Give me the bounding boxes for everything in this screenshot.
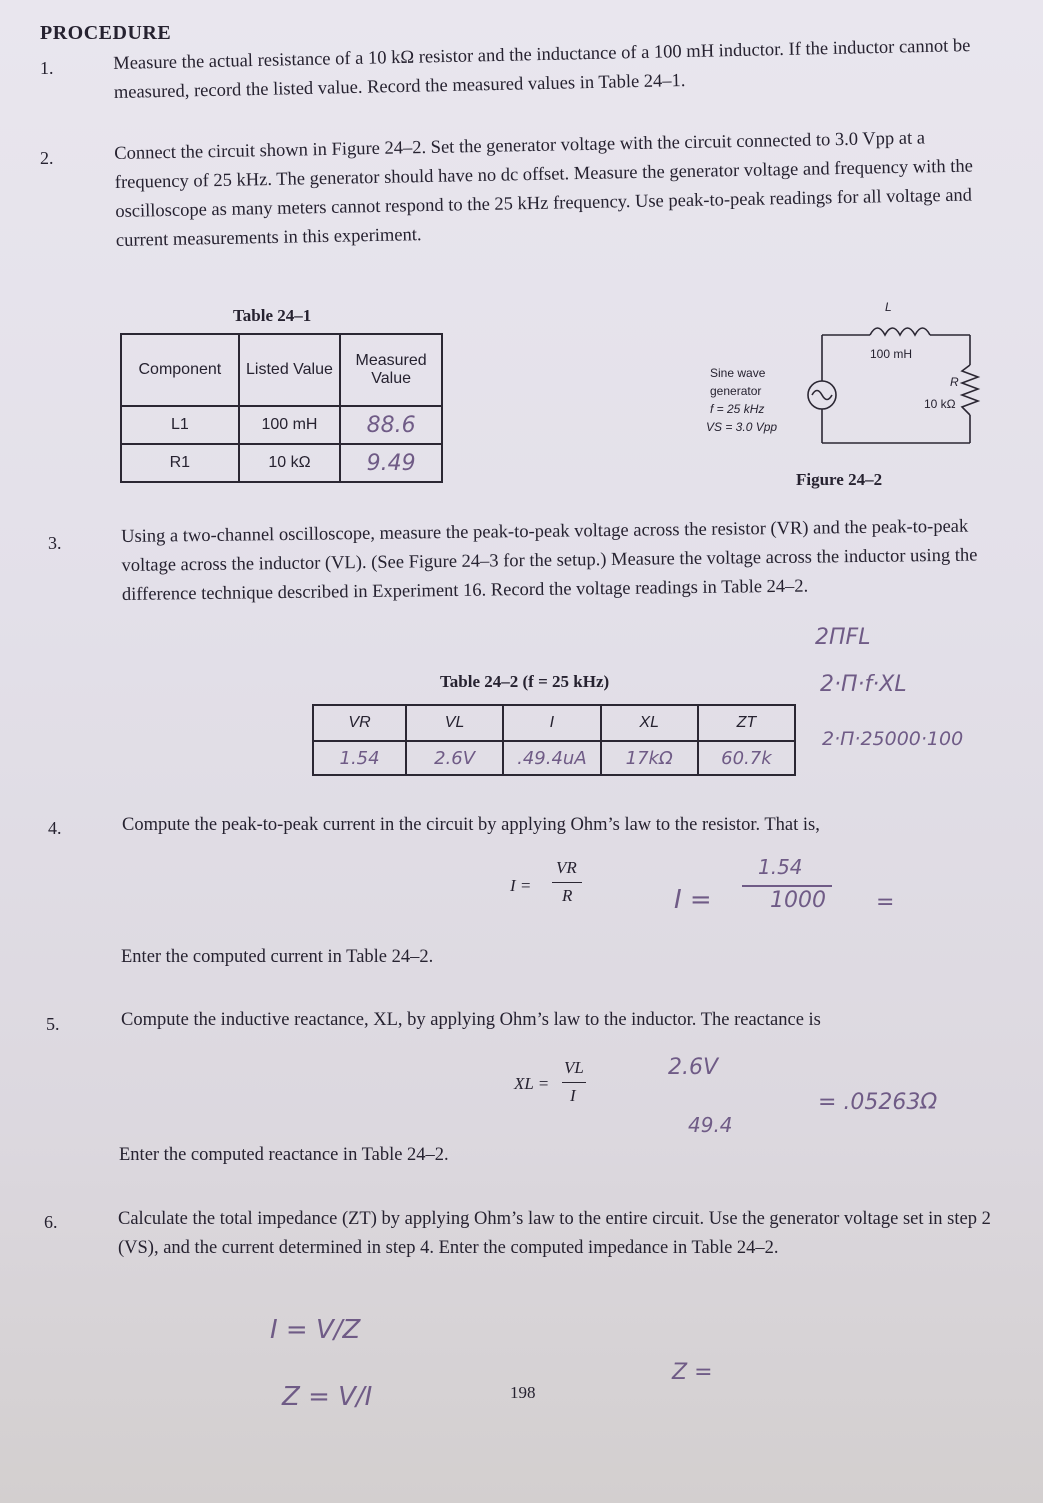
generator-label-2: generator	[710, 384, 762, 398]
handwritten-note: 2·Π·25000·100	[822, 728, 964, 750]
step-6-text: Calculate the total impedance (ZT) by applying Ohm’s law to the entire circuit. Use the generator voltage set in step 2 (VS), and the current determined in step 4. Enter the computed impedance in Table 24–2.	[118, 1209, 991, 1258]
table-1-cell: 10 kΩ	[239, 444, 341, 482]
step-3-text: Using a two-channel oscilloscope, measure the peak-to-peak voltage across the resistor (VR) and the peak-to-peak voltage across the inductor (VL). (See Figure 24–3 for the setup.) Measure the voltage across the inductor using the difference technique described in Experiment 16. Record the voltage readings in Table 24–2.	[121, 516, 978, 605]
table-2-header: I	[503, 705, 601, 741]
table-2-cell-handwritten: 2.6V	[406, 741, 503, 775]
generator-frequency: f = 25 kHz	[710, 402, 765, 416]
table-2	[312, 704, 796, 776]
table-2-cell-handwritten: 60.7k	[698, 741, 795, 775]
handwritten-calc: I =	[674, 885, 712, 915]
table-2-header: ZT	[698, 705, 795, 741]
handwritten-calc: =	[876, 890, 895, 915]
table-row	[121, 444, 442, 482]
step-5-after: Enter the computed reactance in Table 24–2.	[119, 1145, 449, 1165]
formula-reactance-denominator: I	[570, 1086, 576, 1105]
step-2-number: 2.	[40, 148, 54, 168]
table-1-cell: L1	[121, 406, 239, 444]
step-6-number: 6.	[44, 1212, 58, 1232]
handwritten-calc: 49.4	[688, 1113, 733, 1137]
table-1-header-listed: Listed Value	[239, 334, 341, 406]
table-1-cell: 100 mH	[239, 406, 341, 444]
step-1-text: Measure the actual resistance of a 10 kΩ resistor and the inductance of a 100 mH inductor. If the inductor cannot be measured, record the listed value. Record the measured values in Table 24–1.	[113, 36, 971, 103]
table-row	[121, 406, 442, 444]
handwritten-calc: 2.6V	[668, 1055, 719, 1080]
handwritten-calc: = .05263Ω	[818, 1090, 938, 1115]
table-1	[120, 333, 443, 483]
step-4-after: Enter the computed current in Table 24–2.	[121, 947, 434, 967]
step-4-number: 4.	[48, 818, 62, 838]
figure-caption: Figure 24–2	[796, 470, 883, 489]
resistor-value: 10 kΩ	[924, 397, 956, 411]
section-heading: PROCEDURE	[40, 22, 172, 44]
handwritten-calc: Z =	[672, 1360, 713, 1385]
step-5-number: 5.	[46, 1014, 60, 1034]
table-1-cell-handwritten: 9.49	[340, 444, 442, 482]
inductor-value: 100 mH	[870, 347, 913, 361]
table-2-header: XL	[601, 705, 698, 741]
table-2-cell-handwritten: 1.54	[313, 741, 406, 775]
fraction-bar	[552, 882, 582, 883]
step-5-text: Compute the inductive reactance, XL, by applying Ohm’s law to the inductor. The reactance is	[121, 1010, 821, 1030]
table-1-cell: R1	[121, 444, 239, 482]
table-1-header-measured: Measured Value	[340, 334, 442, 406]
resistor-label: R	[950, 375, 959, 389]
table-1-caption: Table 24–1	[233, 306, 312, 325]
handwritten-calc: I = V/Z	[270, 1315, 361, 1345]
table-1-header-component: Component	[121, 334, 239, 406]
table-1-cell-handwritten: 88.6	[340, 406, 442, 444]
fraction-bar	[562, 1082, 586, 1083]
formula-reactance-numerator: VL	[564, 1058, 584, 1077]
formula-current-lhs: I =	[510, 876, 532, 895]
generator-label: Sine wave	[710, 366, 766, 380]
generator-voltage: VS = 3.0 Vpp	[706, 420, 778, 434]
formula-reactance-lhs: XL =	[514, 1074, 550, 1093]
formula-current-numerator: VR	[556, 858, 577, 877]
handwritten-note: 2·Π·f·XL	[820, 672, 907, 697]
formula-current-denominator: R	[562, 886, 573, 905]
page-number: 198	[510, 1383, 536, 1402]
table-2-header: VL	[406, 705, 503, 741]
handwritten-calc: 1000	[770, 888, 826, 913]
handwritten-note: 2ΠFL	[815, 625, 871, 650]
table-2-caption: Table 24–2 (f = 25 kHz)	[440, 672, 610, 691]
step-1-number: 1.	[40, 58, 54, 78]
inductor-label: L	[885, 300, 892, 314]
table-2-header: VR	[313, 705, 406, 741]
step-3-number: 3.	[48, 533, 62, 553]
step-2-text: Connect the circuit shown in Figure 24–2. Set the generator voltage with the circuit connected to 3.0 Vpp at a frequency of 25 kHz. The generator should have no dc offset. Measure the generator voltage and frequency with the oscilloscope as many meters cannot respond to the 25 kHz frequency. Use peak-to-peak readings for all voltage and current measurements in this experiment.	[114, 128, 974, 251]
handwritten-calc: Z = V/I	[282, 1382, 373, 1412]
step-4-text: Compute the peak-to-peak current in the circuit by applying Ohm’s law to the resistor. That is,	[122, 815, 820, 835]
table-2-cell-handwritten: 17kΩ	[601, 741, 698, 775]
handwritten-calc: 1.54	[758, 855, 803, 879]
table-2-cell-handwritten: .49.4uA	[503, 741, 601, 775]
fraction-bar	[742, 885, 832, 887]
table-row	[313, 741, 795, 775]
